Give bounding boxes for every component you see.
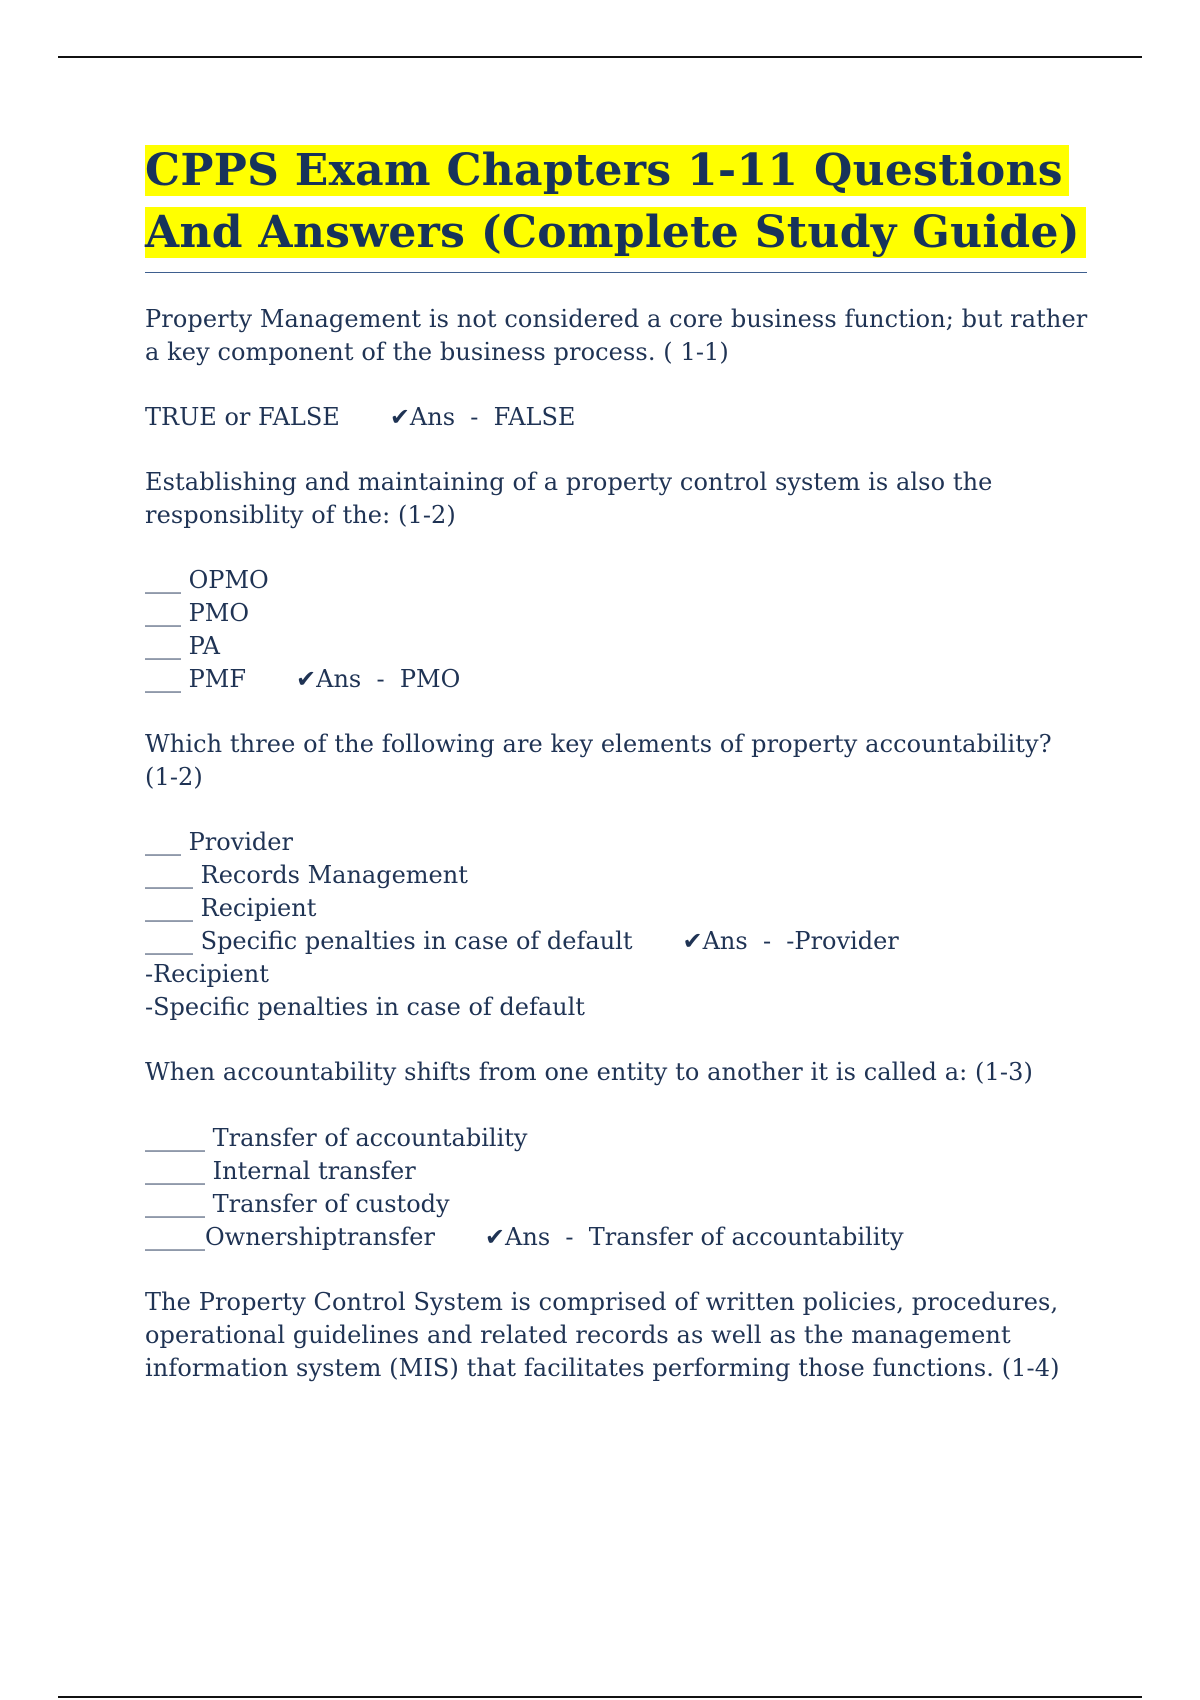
q4-answer-line <box>145 1221 1090 1254</box>
q1-question: Property Management is not considered a core business function; but rather a key component of the business process. ( 1-1) <box>145 305 1088 366</box>
title-line-1: CPPS Exam Chapters 1-11 Questions <box>145 145 1069 196</box>
q4-answer: ✔Ans - Transfer of accountability <box>484 1223 904 1251</box>
q3-answer-line <box>145 925 1090 958</box>
document-body <box>145 140 1090 1385</box>
q3-answer-cont: -Specific penalties in case of default <box>145 993 585 1021</box>
title-line-2: And Answers (Complete Study Guide) <box>145 207 1086 258</box>
q4-option: _____ Transfer of custody <box>145 1190 450 1218</box>
q4-option: _____Ownershiptransfer <box>145 1223 435 1251</box>
q3-answer-cont: -Recipient <box>145 960 269 988</box>
q3-option: ___ Provider <box>145 828 293 856</box>
q3-answer: ✔Ans - -Provider <box>682 927 899 955</box>
q3-option: ____ Records Management <box>145 861 468 889</box>
q4-option: _____ Internal transfer <box>145 1157 416 1185</box>
q3-question: Which three of the following are key elements of property accountability? (1-2) <box>145 730 1052 791</box>
q2-question: Establishing and maintaining of a property control system is also the responsiblity of the: (1-2) <box>145 468 993 529</box>
q1-answer: ✔Ans - FALSE <box>389 403 576 431</box>
q2-option: ___ PMF <box>145 665 247 693</box>
document-title <box>145 140 1090 264</box>
q2-option: ___ PA <box>145 632 220 660</box>
q3-option: ____ Specific penalties in case of default <box>145 927 633 955</box>
q2-answer: ✔Ans - PMO <box>296 665 461 693</box>
q4-question: When accountability shifts from one entity to another it is called a: (1-3) <box>145 1058 1033 1086</box>
q1-answer-line <box>145 401 1090 434</box>
q1-prompt: TRUE or FALSE <box>145 403 340 431</box>
bottom-rule <box>58 1696 1142 1698</box>
q2-option: ___ PMO <box>145 599 250 627</box>
top-rule <box>58 56 1142 58</box>
q2-option: ___ OPMO <box>145 566 269 594</box>
q4-option: _____ Transfer of accountability <box>145 1124 528 1152</box>
q2-answer-line <box>145 663 1090 696</box>
q5-question: The Property Control System is comprised of written policies, procedures, operational guidelines and related records as well as the management information system (MIS) that facilitates performing those functions. (1-4) <box>145 1288 1060 1382</box>
q3-option: ____ Recipient <box>145 894 317 922</box>
